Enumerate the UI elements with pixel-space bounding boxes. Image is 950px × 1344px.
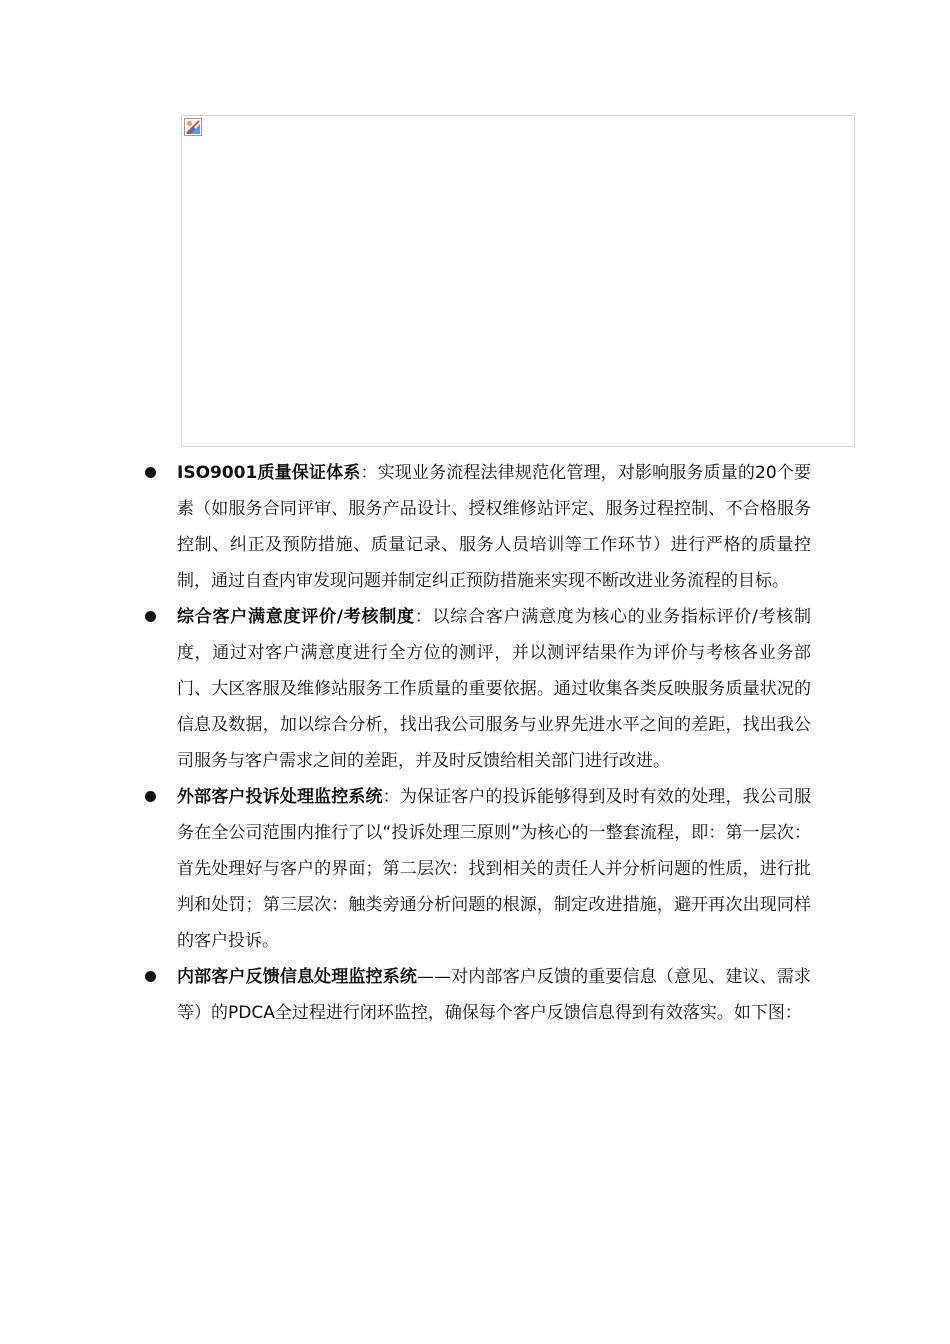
bullet-item-satisfaction — [143, 599, 811, 779]
bullet-separator: —— — [417, 967, 451, 987]
bullet-separator: ： — [414, 607, 433, 627]
bullet-item-feedback — [143, 959, 811, 1031]
bullet-separator: ： — [360, 463, 378, 483]
figure-placeholder — [181, 115, 855, 447]
bullet-term: ISO9001质量保证体系 — [177, 463, 361, 483]
bullet-separator: ： — [382, 787, 400, 807]
bullet-item-iso9001 — [143, 455, 811, 599]
bullet-term: 综合客户满意度评价/考核制度 — [177, 607, 415, 627]
bullet-term: 内部客户反馈信息处理监控系统 — [177, 967, 417, 987]
bullet-dot-icon — [145, 467, 156, 478]
broken-image-icon — [184, 118, 202, 136]
bullet-item-complaint — [143, 779, 811, 959]
bullet-dot-icon — [145, 791, 156, 802]
bullet-dot-icon — [145, 971, 156, 982]
bullet-term: 外部客户投诉处理监控系统 — [177, 787, 383, 807]
bullet-text: 实现业务流程法律规范化管理，对影响服务质量的20个要素（如服务合同评审、服务产品设计、授权维修站评定、服务过程控制、不合格服务控制、纠正及预防措施、质量记录、服务人员培训等工作环节）进行严格的质量控制，通过自查内审发现问题并制定纠正预防措施来实现不断改进业务流程的目标。 — [177, 463, 812, 591]
bullet-text: 对内部客户反馈的重要信息（意见、建议、需求等）的PDCA全过程进行闭环监控，确保每个客户反馈信息得到有效落实。如下图： — [177, 967, 811, 1023]
bullet-text: 为保证客户的投诉能够得到及时有效的处理，我公司服务在全公司范围内推行了以“投诉处理三原则”为核心的一整套流程，即：第一层次：首先处理好与客户的界面；第二层次：找到相关的责任人并分析问题的性质，进行批判和处罚；第三层次：触类旁通分析问题的根源，制定改进措施，避开再次出现同样的客户投诉。 — [177, 787, 812, 951]
bullet-dot-icon — [145, 611, 156, 622]
feature-bullet-list — [143, 455, 811, 1031]
bullet-text: 以综合客户满意度为核心的业务指标评价/考核制度，通过对客户满意度进行全方位的测评，并以测评结果作为评价与考核各业务部门、大区客服及维修站服务工作质量的重要依据。通过收集各类反映服务质量状况的信息及数据，加以综合分析，找出我公司服务与业界先进水平之间的差距，找出我公司服务与客户需求之间的差距，并及时反馈给相关部门进行改进。 — [177, 607, 812, 771]
